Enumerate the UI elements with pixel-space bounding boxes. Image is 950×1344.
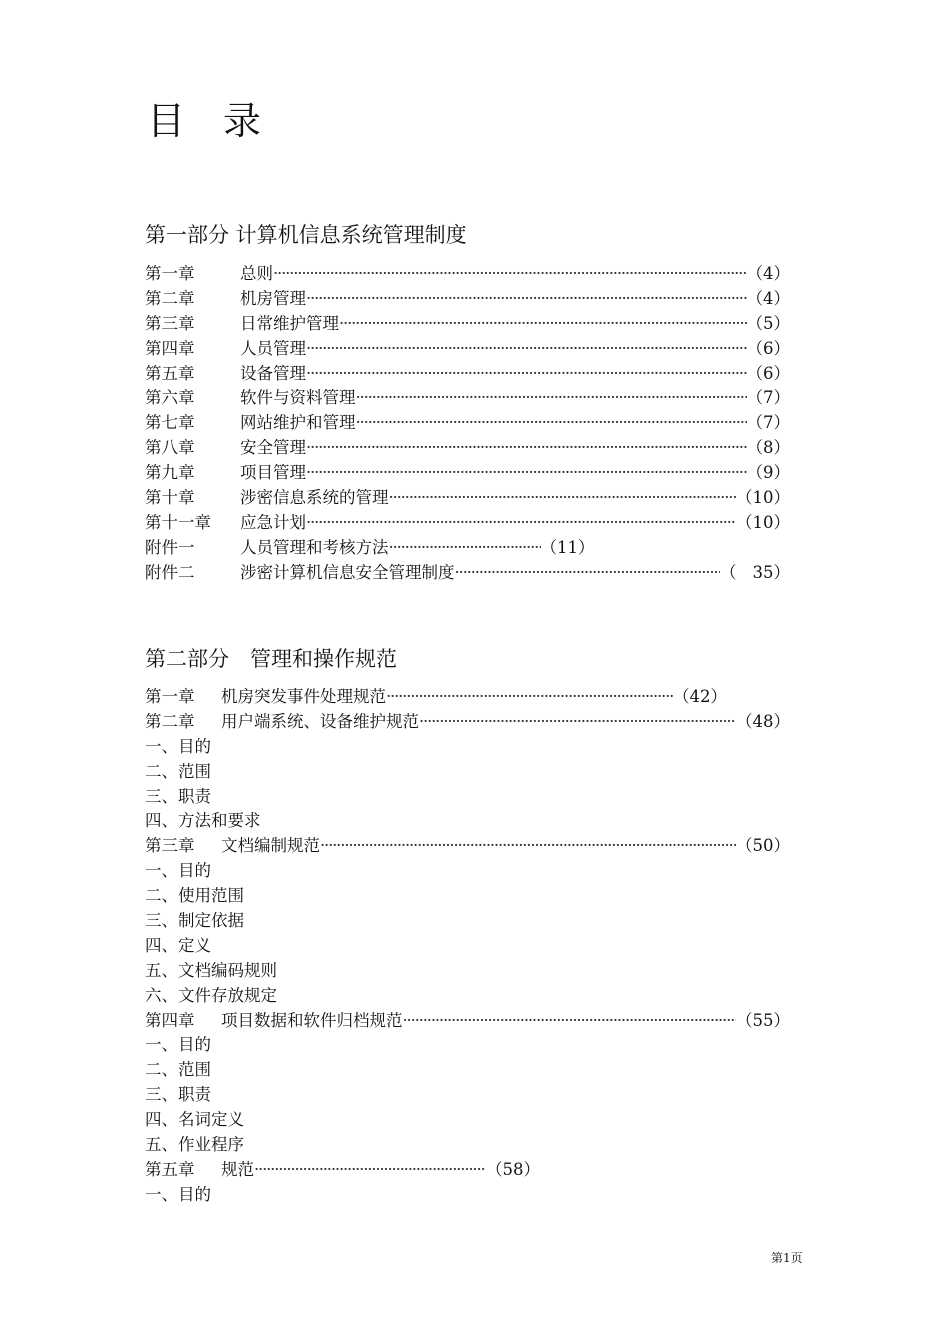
toc-title: 人员管理 <box>240 338 306 358</box>
toc-page: （10） <box>736 488 790 508</box>
section-item[interactable]: 一、目的 <box>145 1184 211 1204</box>
section-item[interactable]: 一、目的 <box>145 1035 211 1055</box>
dot-leader <box>273 262 747 287</box>
section-item[interactable]: 三、职责 <box>145 786 211 806</box>
toc-chapter: 第六章 <box>145 388 195 408</box>
toc-entry[interactable] <box>145 411 790 436</box>
toc-page: （6） <box>746 338 790 358</box>
dot-leader <box>389 536 541 561</box>
toc-entry[interactable] <box>145 1009 790 1034</box>
section-item[interactable]: 二、范围 <box>145 761 211 781</box>
toc-entry[interactable] <box>145 436 790 461</box>
toc-title: 涉密信息系统的管理 <box>240 488 389 508</box>
toc-chapter: 第一章 <box>145 264 195 283</box>
toc-entry[interactable] <box>145 262 790 287</box>
toc-chapter: 第七章 <box>145 413 195 433</box>
section-item[interactable]: 五、作业程序 <box>145 1135 244 1155</box>
toc-chapter: 第十一章 <box>145 512 211 532</box>
toc-title: 用户端系统、设备维护规范 <box>221 711 419 731</box>
toc-title: 文档编制规范 <box>221 836 320 856</box>
toc-title: 软件与资料管理 <box>240 388 356 408</box>
toc-title: 应急计划 <box>240 512 306 532</box>
dot-leader <box>419 710 736 735</box>
section-item[interactable]: 三、职责 <box>145 1085 211 1105</box>
toc-page: （7） <box>746 388 790 408</box>
part2-toc <box>145 685 790 1208</box>
section-item[interactable]: 四、名词定义 <box>145 1110 244 1130</box>
toc-title: 机房突发事件处理规范 <box>221 687 386 706</box>
section-item[interactable]: 四、方法和要求 <box>145 811 261 831</box>
toc-page: （50） <box>736 836 790 856</box>
toc-title: 网站维护和管理 <box>240 413 356 433</box>
toc-page: （11） <box>540 537 595 557</box>
toc-chapter: 第二章 <box>145 711 195 731</box>
toc-chapter: 第九章 <box>145 463 195 483</box>
section-item[interactable]: 五、文档编码规则 <box>145 960 277 980</box>
toc-chapter: 第十章 <box>145 488 195 508</box>
toc-page: （7） <box>746 413 790 433</box>
toc-page: （5） <box>746 313 790 333</box>
toc-entry[interactable] <box>145 312 790 337</box>
page-number-footer: 第1页 <box>771 1251 803 1265</box>
toc-page: （48） <box>736 711 790 731</box>
dot-leader <box>306 337 747 362</box>
dot-leader <box>389 486 737 511</box>
toc-chapter: 第四章 <box>145 1010 195 1030</box>
toc-entry[interactable] <box>145 386 790 411</box>
toc-chapter: 第三章 <box>145 313 195 333</box>
dot-leader <box>306 362 747 387</box>
toc-page: （4） <box>746 264 790 283</box>
section-item[interactable]: 三、制定依据 <box>145 911 244 931</box>
dot-leader <box>306 436 747 461</box>
title-char-1: 目 <box>147 99 186 143</box>
dot-leader <box>356 411 747 436</box>
dot-leader <box>403 1009 737 1034</box>
toc-entry[interactable] <box>145 1158 790 1183</box>
part1-toc <box>145 262 790 586</box>
toc-title: 项目管理 <box>240 463 306 483</box>
toc-title: 日常维护管理 <box>240 313 339 333</box>
dot-leader <box>455 561 721 586</box>
toc-page: （10） <box>736 512 790 532</box>
toc-page-number: 35） <box>752 562 790 582</box>
toc-chapter: 第五章 <box>145 1159 195 1179</box>
toc-chapter: 第三章 <box>145 836 195 856</box>
toc-chapter: 附件二 <box>145 562 195 582</box>
toc-title: 规范 <box>221 1159 254 1179</box>
toc-chapter: 第五章 <box>145 363 195 383</box>
toc-entry[interactable] <box>145 536 790 561</box>
toc-entry[interactable] <box>145 685 790 710</box>
toc-entry[interactable] <box>145 461 790 486</box>
section-item[interactable]: 二、使用范围 <box>145 886 244 906</box>
section-item[interactable]: 六、文件存放规定 <box>145 985 277 1005</box>
toc-page: （8） <box>746 438 790 458</box>
toc-chapter: 附件一 <box>145 537 195 557</box>
section-item[interactable]: 四、定义 <box>145 935 211 955</box>
dot-leader <box>254 1158 486 1183</box>
dot-leader <box>306 287 747 312</box>
title-char-2: 录 <box>223 99 262 143</box>
toc-title: 设备管理 <box>240 363 306 383</box>
toc-entry[interactable] <box>145 337 790 362</box>
dot-leader <box>306 511 736 536</box>
toc-page <box>720 561 790 586</box>
toc-page: （55） <box>736 1010 790 1030</box>
toc-entry[interactable] <box>145 287 790 312</box>
toc-title: 总则 <box>240 264 273 283</box>
toc-page-open: （ <box>720 562 737 582</box>
page-title <box>147 96 261 146</box>
toc-entry[interactable] <box>145 486 790 511</box>
part2-heading: 第二部分 管理和操作规范 <box>145 647 397 671</box>
toc-title: 人员管理和考核方法 <box>240 537 389 557</box>
toc-chapter: 第八章 <box>145 438 195 458</box>
section-item[interactable]: 一、目的 <box>145 736 211 756</box>
toc-entry[interactable] <box>145 834 790 859</box>
toc-page: （9） <box>746 463 790 483</box>
dot-leader <box>306 461 747 486</box>
toc-title: 项目数据和软件归档规范 <box>221 1010 403 1030</box>
part1-heading: 第一部分 计算机信息系统管理制度 <box>145 223 467 247</box>
toc-page: （58） <box>486 1159 540 1179</box>
toc-title: 涉密计算机信息安全管理制度 <box>240 562 455 582</box>
section-item[interactable]: 一、目的 <box>145 861 211 881</box>
toc-entry[interactable] <box>145 561 790 586</box>
toc-chapter: 第二章 <box>145 288 195 308</box>
dot-leader <box>386 685 673 710</box>
dot-leader <box>320 834 736 859</box>
toc-chapter: 第一章 <box>145 687 195 706</box>
toc-page: （6） <box>746 363 790 383</box>
toc-chapter: 第四章 <box>145 338 195 358</box>
toc-entry[interactable] <box>145 710 790 735</box>
toc-entry[interactable] <box>145 511 790 536</box>
toc-page: （42） <box>673 687 727 706</box>
dot-leader <box>356 386 747 411</box>
section-item[interactable]: 二、范围 <box>145 1060 211 1080</box>
toc-title: 机房管理 <box>240 288 306 308</box>
dot-leader <box>339 312 747 337</box>
toc-page: （4） <box>746 288 790 308</box>
toc-title: 安全管理 <box>240 438 306 458</box>
toc-entry[interactable] <box>145 362 790 387</box>
